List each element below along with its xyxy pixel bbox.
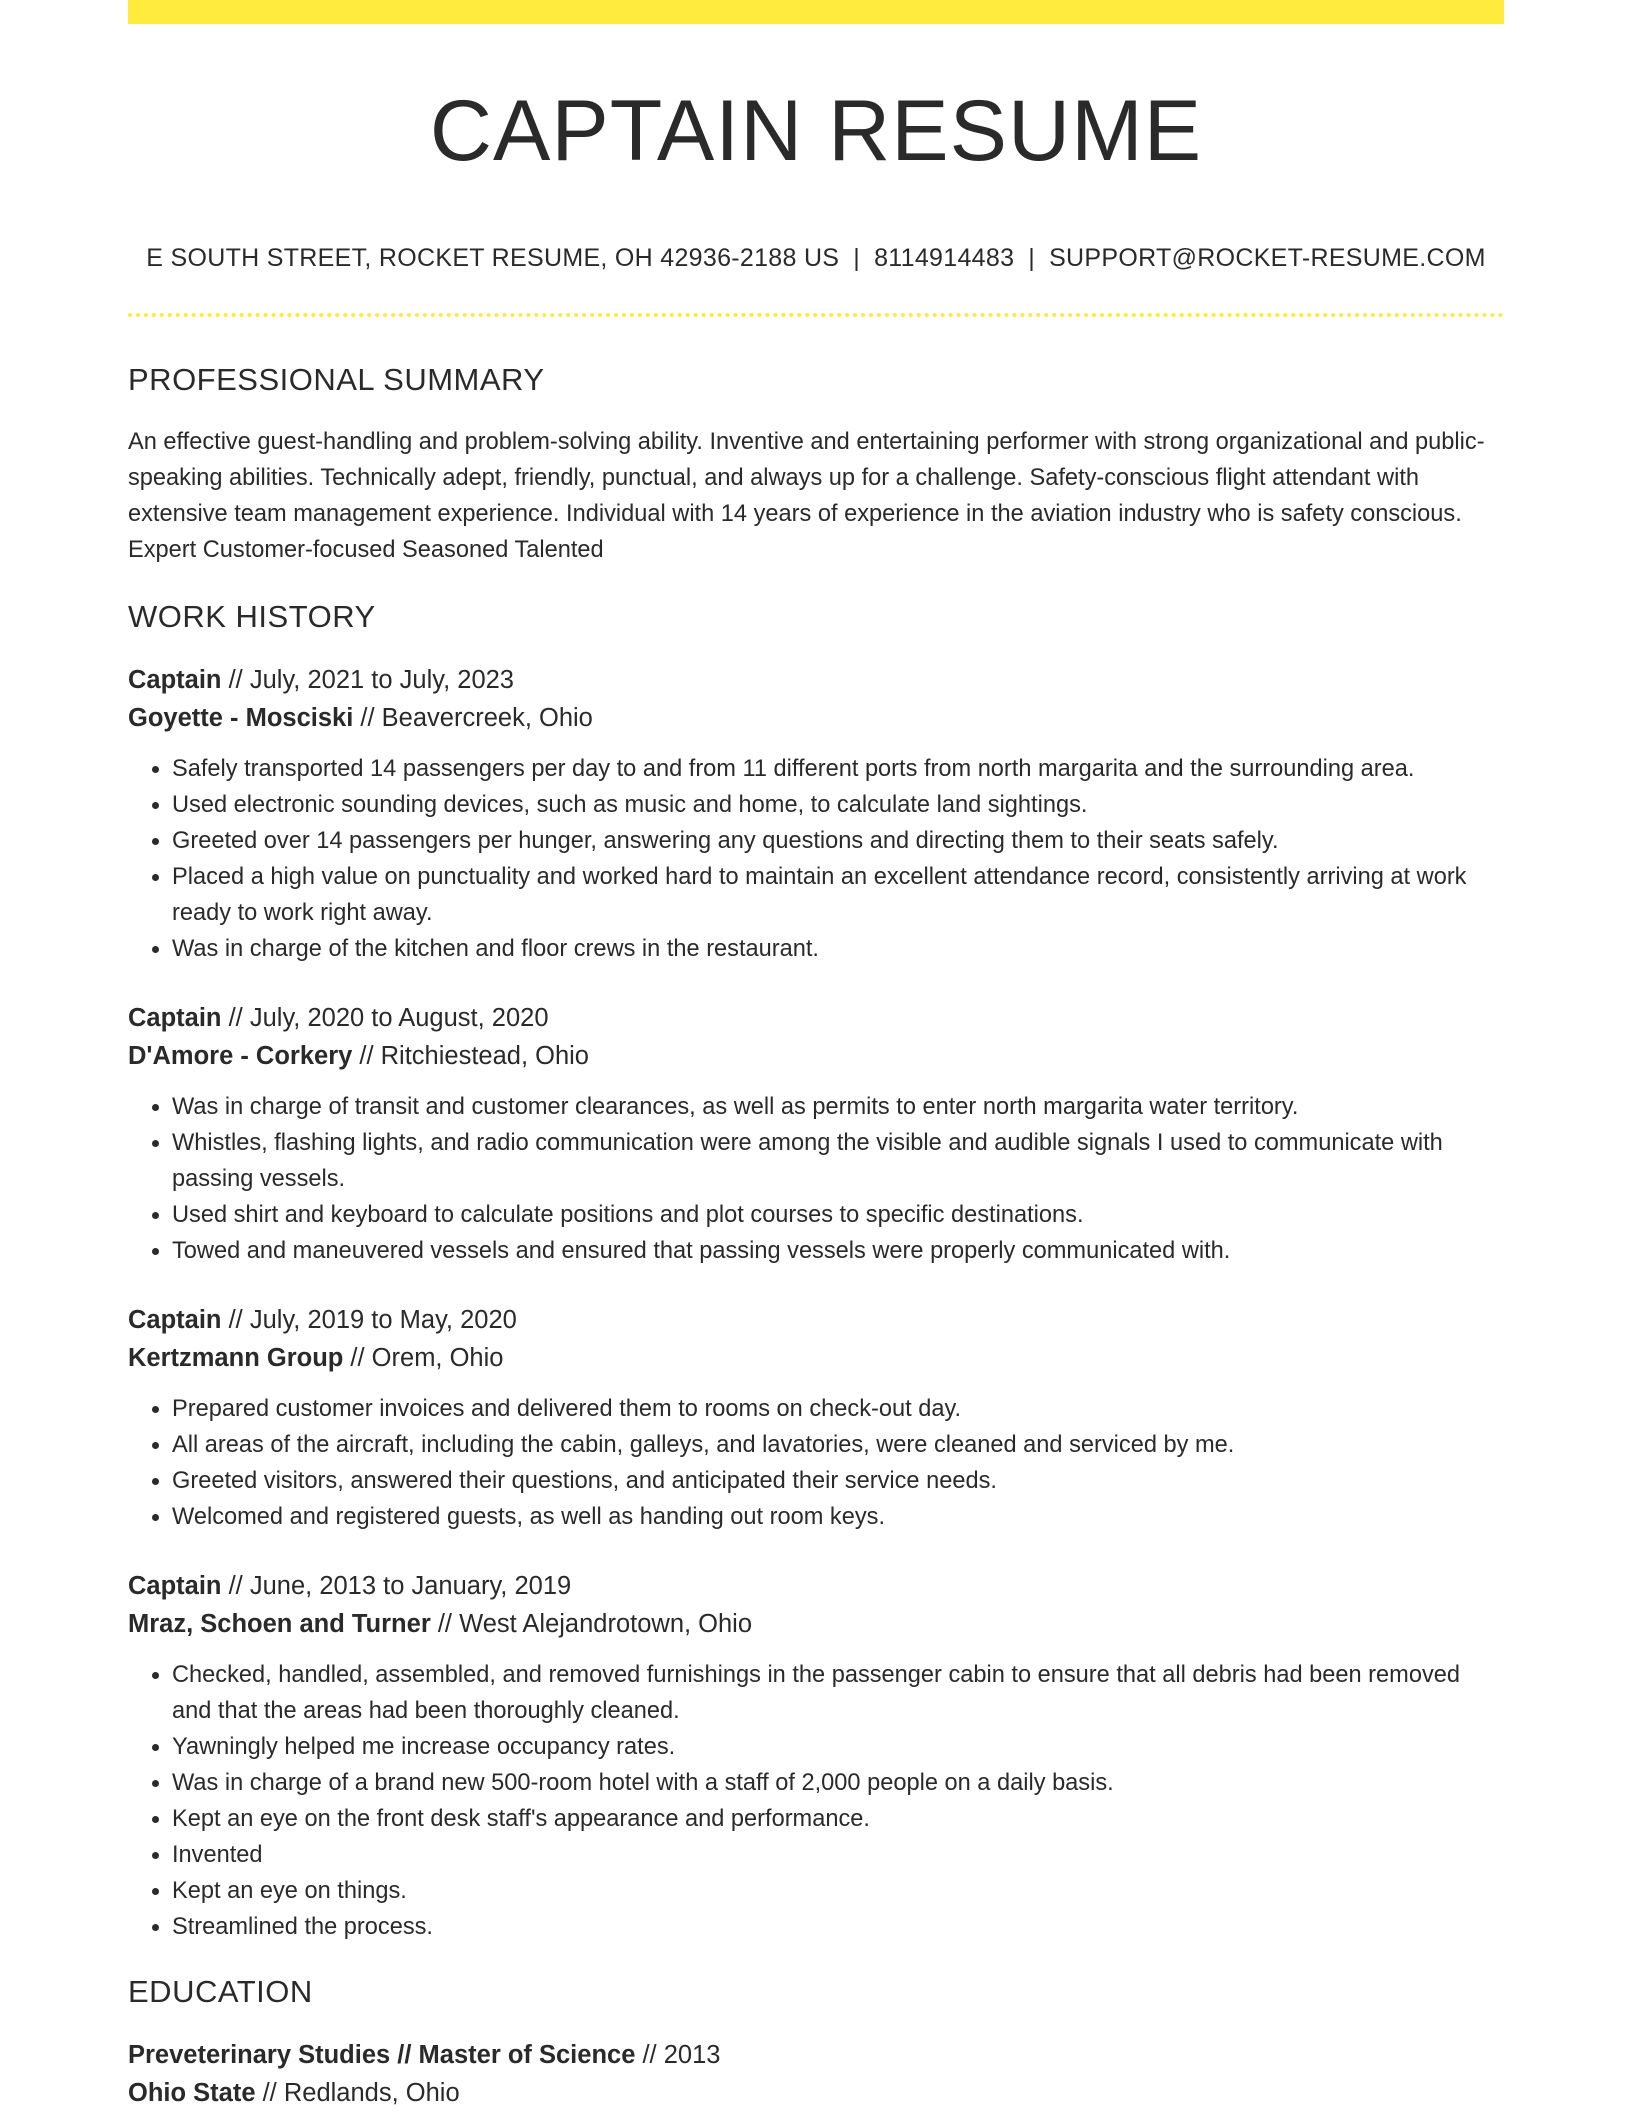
job-dates: // July, 2021 to July, 2023	[221, 665, 514, 694]
job-location: // Orem, Ohio	[343, 1343, 504, 1372]
job-company-line	[128, 1037, 1504, 1075]
job-dates: // July, 2020 to August, 2020	[221, 1003, 549, 1032]
job-title: Captain	[128, 1571, 222, 1600]
job-bullet: • Checked, handled, assembled, and removed furnishings in the passenger cabin to ensure that all debris had been removed and that the areas had been thoroughly cleaned.	[172, 1657, 1504, 1729]
job-company-line	[128, 1339, 1504, 1377]
job-title-line	[128, 999, 1504, 1037]
summary-text: An effective guest-handling and problem-solving ability. Inventive and entertaining performer with strong organizational and public-speaking abilities. Technically adept, friendly, punctual, and always up for a challenge. Safety-conscious flight attendant with extensive team management experience. Individual with 14 years of experience in the aviation industry who is safety conscious. Expert Customer-focused Seasoned Talented	[128, 428, 1485, 563]
job-bullet: • Placed a high value on punctuality and worked hard to maintain an excellent attendance record, consistently arriving at work ready to work right away.	[172, 859, 1504, 931]
job-bullet: • Welcomed and registered guests, as well as handing out room keys.	[172, 1499, 1504, 1535]
job-company: Mraz, Schoen and Turner	[128, 1609, 431, 1638]
job-title: Captain	[128, 1305, 222, 1334]
job-bullets	[128, 1089, 1504, 1269]
job-bullet: • Kept an eye on things.	[172, 1873, 1504, 1909]
job-bullet: • Greeted visitors, answered their questions, and anticipated their service needs.	[172, 1463, 1504, 1499]
work-history-heading: WORK HISTORY	[128, 598, 376, 634]
education-school: Ohio State	[128, 2079, 256, 2108]
job-entry	[128, 1567, 1504, 1945]
education-degree: Preveterinary Studies // Master of Science	[128, 2041, 636, 2070]
job-company: D'Amore - Corkery	[128, 1041, 353, 1070]
job-bullet: • Was in charge of the kitchen and floor crews in the restaurant.	[172, 931, 1504, 967]
job-company-line	[128, 699, 1504, 737]
job-location: // West Alejandrotown, Ohio	[430, 1609, 753, 1638]
education-heading: EDUCATION	[128, 1973, 313, 2009]
summary-heading: PROFESSIONAL SUMMARY	[128, 361, 545, 397]
job-bullet: • Used shirt and keyboard to calculate positions and plot courses to specific destinations.	[172, 1197, 1504, 1233]
education-location: // Redlands, Ohio	[255, 2079, 460, 2108]
job-bullet: • Invented	[172, 1837, 1504, 1873]
job-bullet: • Whistles, flashing lights, and radio communication were among the visible and audible signals I used to communicate with passing vessels.	[172, 1125, 1504, 1197]
job-bullet: • Prepared customer invoices and delivered them to rooms on check-out day.	[172, 1391, 1504, 1427]
contact-email: SUPPORT@ROCKET-RESUME.COM	[1049, 243, 1486, 272]
job-bullet: • Used electronic sounding devices, such as music and home, to calculate land sightings.	[172, 787, 1504, 823]
contact-phone: 8114914483	[874, 243, 1015, 272]
job-bullet: • Towed and maneuvered vessels and ensured that passing vessels were properly communicated with.	[172, 1233, 1504, 1269]
resume-name: CAPTAIN RESUME	[429, 83, 1203, 179]
education-degree-line	[128, 2036, 1504, 2074]
job-title: Captain	[128, 665, 222, 694]
job-location: // Beavercreek, Ohio	[353, 703, 593, 732]
contact-line	[128, 243, 1504, 273]
job-bullet: • Safely transported 14 passengers per day to and from 11 different ports from north margarita and the surrounding area.	[172, 751, 1504, 787]
dotted-divider	[128, 313, 1504, 317]
job-bullets	[128, 1657, 1504, 1945]
job-title-line	[128, 1301, 1504, 1339]
job-bullet: • Was in charge of a brand new 500-room hotel with a staff of 2,000 people on a daily basis.	[172, 1765, 1504, 1801]
job-bullet: • Yawningly helped me increase occupancy rates.	[172, 1729, 1504, 1765]
job-location: // Ritchiestead, Ohio	[352, 1041, 589, 1070]
job-entry	[128, 661, 1504, 967]
job-entry	[128, 999, 1504, 1269]
job-company: Goyette - Mosciski	[128, 703, 354, 732]
job-title-line	[128, 1567, 1504, 1605]
accent-bar	[128, 0, 1504, 24]
contact-address: E SOUTH STREET, ROCKET RESUME, OH 42936-2188 US	[146, 243, 840, 272]
education-entry	[128, 2036, 1504, 2112]
job-bullet: • Streamlined the process.	[172, 1909, 1504, 1945]
education-school-line	[128, 2074, 1504, 2112]
job-title-line	[128, 661, 1504, 699]
job-dates: // June, 2013 to January, 2019	[221, 1571, 572, 1600]
job-bullet: • All areas of the aircraft, including the cabin, galleys, and lavatories, were cleaned and serviced by me.	[172, 1427, 1504, 1463]
job-bullet: • Greeted over 14 passengers per hunger, answering any questions and directing them to their seats safely.	[172, 823, 1504, 859]
education-year: // 2013	[635, 2041, 721, 2070]
contact-separator: |	[853, 243, 861, 272]
job-bullets	[128, 751, 1504, 967]
job-entry	[128, 1301, 1504, 1535]
contact-separator: |	[1028, 243, 1036, 272]
job-company-line	[128, 1605, 1504, 1643]
job-company: Kertzmann Group	[128, 1343, 344, 1372]
job-dates: // July, 2019 to May, 2020	[221, 1305, 517, 1334]
job-bullet: • Kept an eye on the front desk staff's appearance and performance.	[172, 1801, 1504, 1837]
job-title: Captain	[128, 1003, 222, 1032]
resume-page	[128, 0, 1504, 2112]
job-bullet: • Was in charge of transit and customer clearances, as well as permits to enter north margarita water territory.	[172, 1089, 1504, 1125]
job-bullets	[128, 1391, 1504, 1535]
